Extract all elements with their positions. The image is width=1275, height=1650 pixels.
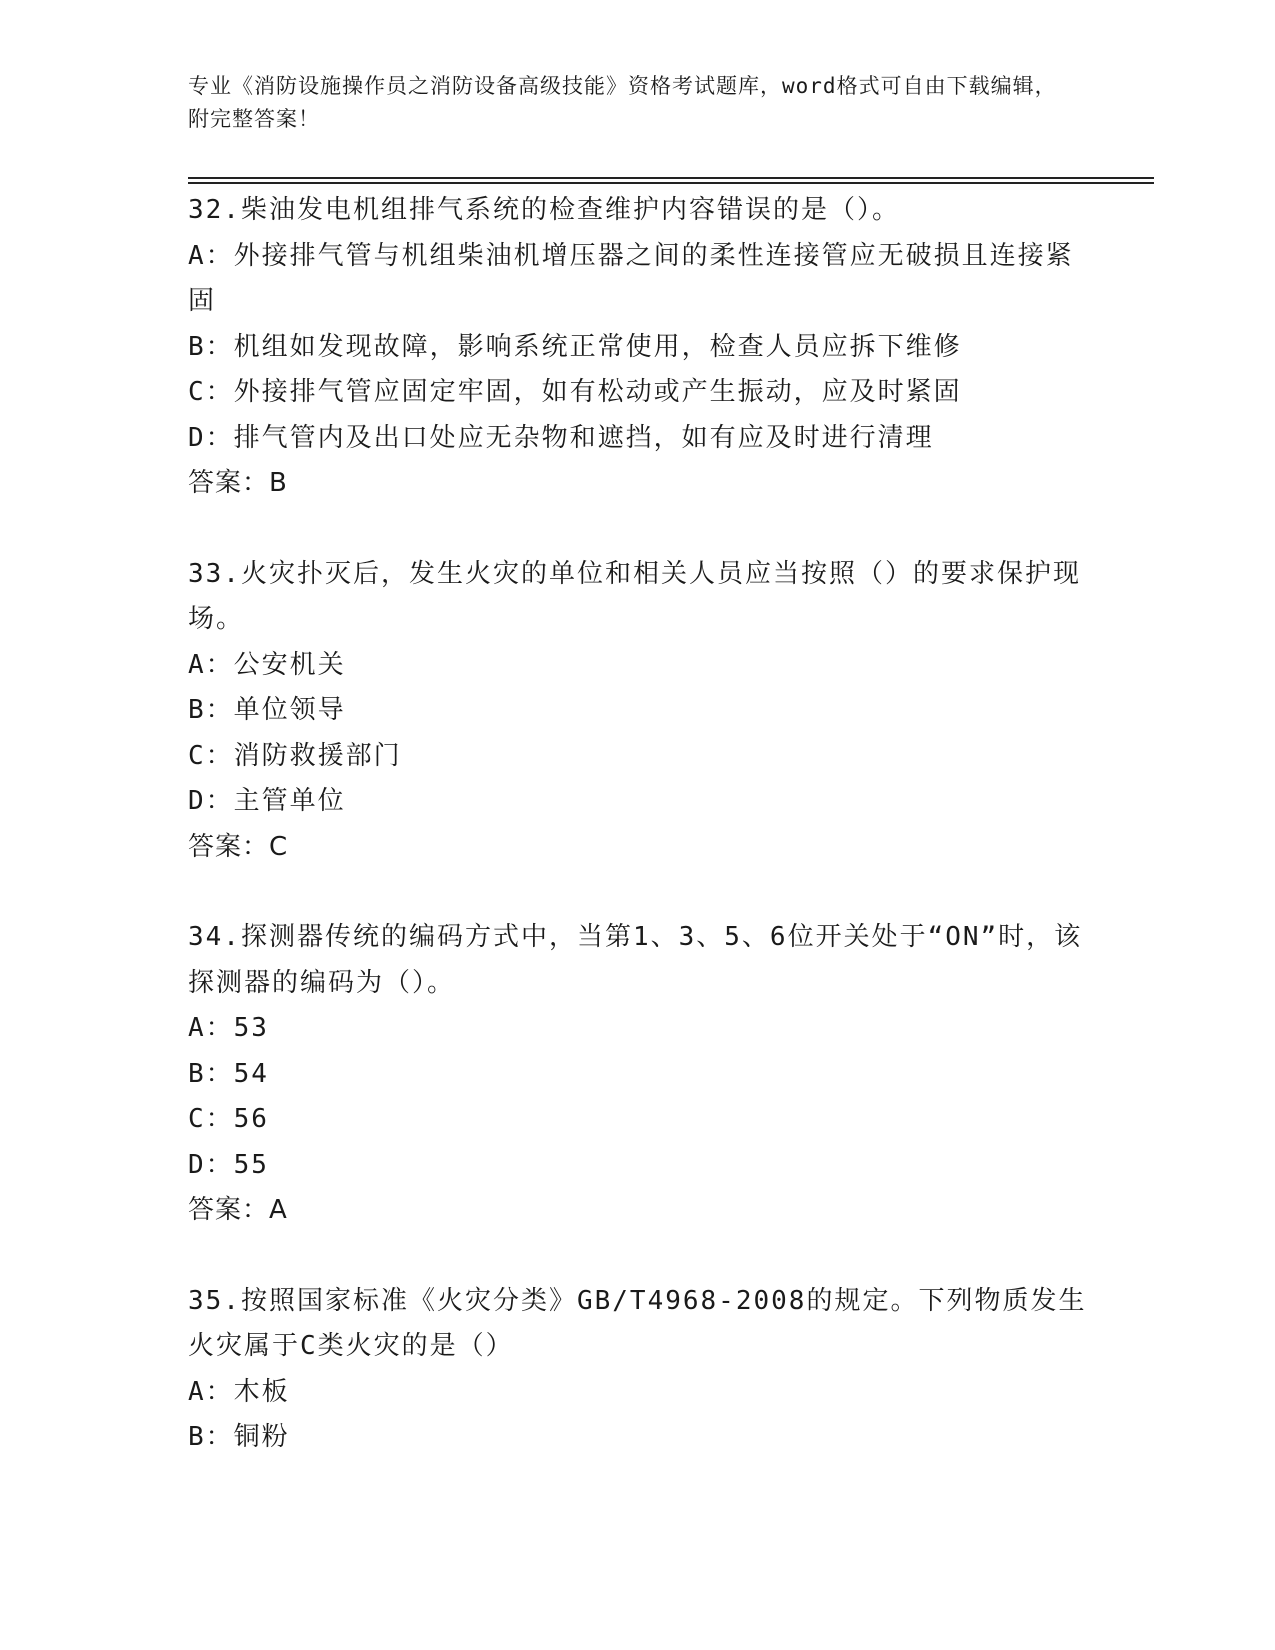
option-d: D：排气管内及出口处应无杂物和遮挡，如有应及时进行清理 <box>188 422 934 453</box>
question-32 <box>188 188 1088 507</box>
question-list <box>188 188 1088 1506</box>
question-33 <box>188 552 1088 871</box>
option-a: A：53 <box>188 1013 269 1043</box>
option-c: C：消防救援部门 <box>188 740 402 771</box>
option-d: D：主管单位 <box>188 786 346 816</box>
option-d: D：55 <box>188 1149 269 1180</box>
question-35 <box>188 1279 1088 1461</box>
answer: 答案：C <box>188 831 289 862</box>
option-a: A：外接排气管与机组柴油机增压器之间的柔性连接管应无破损且连接紧固 <box>188 240 1074 316</box>
option-b: B：单位领导 <box>188 695 346 725</box>
question-stem: 34.探测器传统的编码方式中，当第1、3、5、6位开关处于“ON”时，该探测器的编码为（）。 <box>188 922 1083 998</box>
question-34 <box>188 915 1088 1234</box>
answer: 答案：B <box>188 468 288 498</box>
question-stem: 33.火灾扑灭后，发生火灾的单位和相关人员应当按照（）的要求保护现场。 <box>188 558 1081 634</box>
option-a: A：木板 <box>188 1376 290 1407</box>
question-stem: 32.柴油发电机组排气系统的检查维护内容错误的是（）。 <box>188 195 900 225</box>
header-rule-top <box>188 177 1154 179</box>
answer: 答案：A <box>188 1195 288 1225</box>
option-c: C：56 <box>188 1104 269 1134</box>
document-header: 专业《消防设施操作员之消防设备高级技能》资格考试题库，word格式可自由下载编辑，附完整答案！ <box>188 74 1057 131</box>
question-stem: 35.按照国家标准《火灾分类》GB/T4968-2008的规定。下列物质发生火灾属于C类火灾的是（） <box>188 1285 1087 1361</box>
option-b: B：54 <box>188 1058 269 1089</box>
option-b: B：铜粉 <box>188 1422 290 1452</box>
option-b: B：机组如发现故障，影响系统正常使用，检查人员应拆下维修 <box>188 331 962 362</box>
option-a: A：公安机关 <box>188 649 346 680</box>
header-rule-bottom <box>188 182 1154 184</box>
option-c: C：外接排气管应固定牢固，如有松动或产生振动，应及时紧固 <box>188 377 962 407</box>
